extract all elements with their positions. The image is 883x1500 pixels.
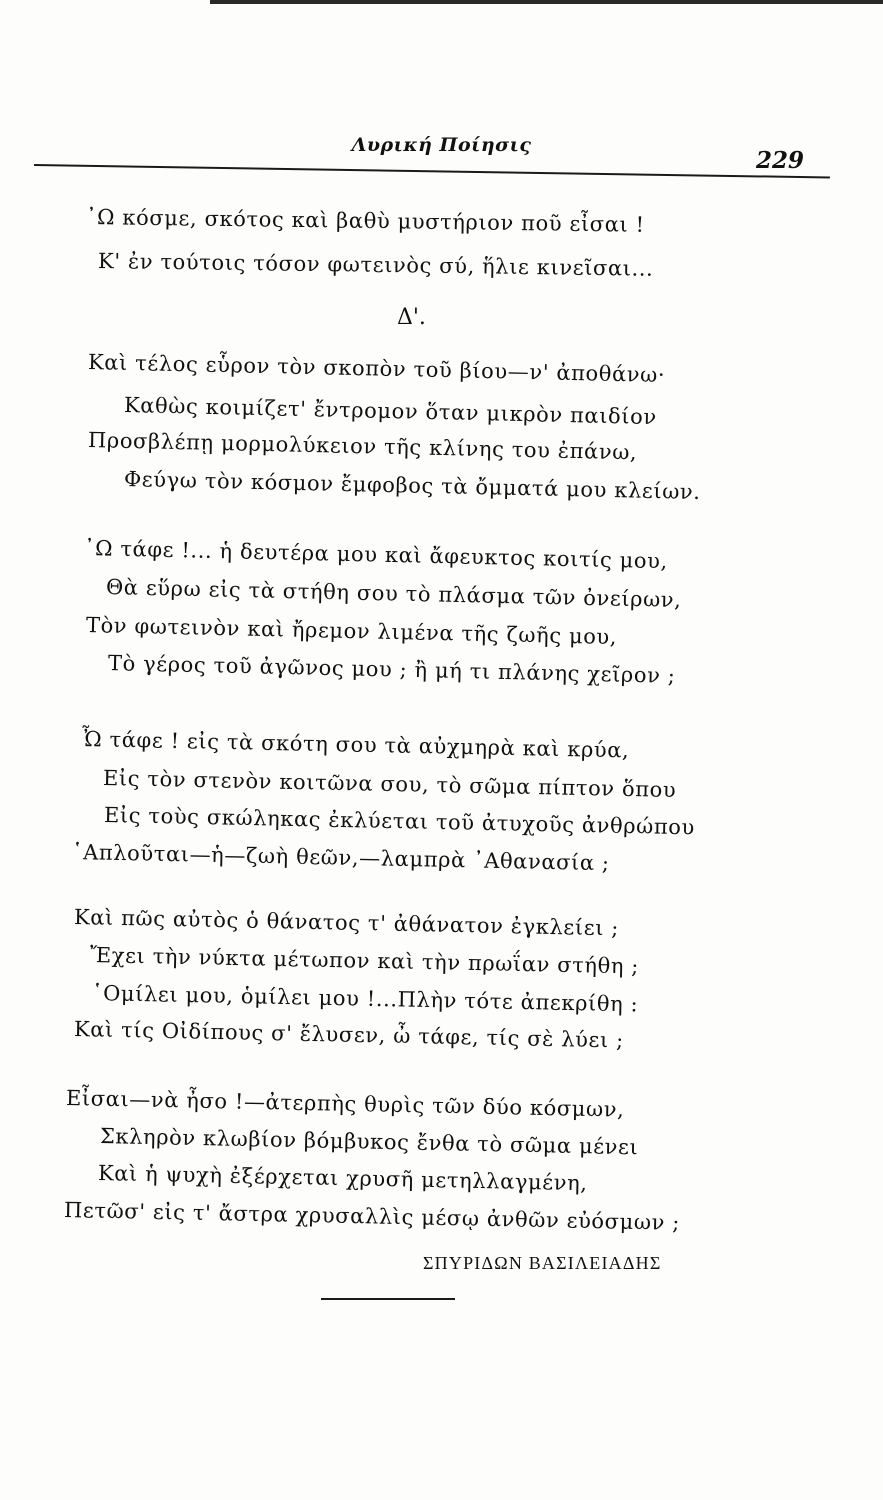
stanza-3-line-3: Εἰς τοὺς σκώληκας ἐκλύεται τοῦ ἀτυχοῦς ἀνθρώπου [103, 803, 696, 840]
stanza-3-line-2: Εἰς τὸν στενὸν κοιτῶνα σου, τὸ σῶμα πίπτον ὅπου [102, 766, 677, 803]
section-mark: Δ'. [397, 305, 426, 330]
page-number: 229 [756, 147, 805, 174]
stanza-4-line-1: Καὶ πῶς αὐτὸς ὁ θάνατος τ' ἀθάνατον ἐγκλείει ; [73, 905, 620, 941]
stanza-4-line-4: Καὶ τίς Οἰδίπους σ' ἔλυσεν, ὦ τάφε, τίς σὲ λύει ; [73, 1017, 625, 1053]
stanza-3-line-1: Ὦ τάφε ! εἰς τὰ σκότη σου τὰ αὐχμηρὰ καὶ κρύα, [81, 727, 630, 763]
stanza-5-line-3: Καὶ ἡ ψυχὴ ἐξέρχεται χρυσῆ μετηλλαγμένη, [97, 1161, 588, 1196]
stanza-2-line-1: ᾿Ω τάφε !... ἡ δευτέρα μου καὶ ἄφευκτος κοιτίς μου, [83, 536, 669, 574]
stanza-3-line-4: ῾Απλοῦται—ἡ—ζωὴ θεῶν,—λαμπρὰ ᾿Αθανασία ; [71, 840, 610, 876]
stanza-5-line-2: Σκληρὸν κλωβίον βόμβυκος ἔνθα τὸ σῶμα μένει [99, 1124, 639, 1160]
stanza-2-line-4: Τὸ γέρος τοῦ ἀγῶνος μου ; ἢ μή τι πλάνης χεῖρον ; [107, 651, 676, 688]
stanza-1-line-3: Προσβλέπῃ μορμολύκειον τῆς κλίνης του ἐπάνω, [87, 428, 638, 465]
running-title: Λυρική Ποίησις [351, 134, 532, 156]
stanza-4-line-3: ῾Ομίλει μου, ὁμίλει μου !...Πλὴν τότε ἀπεκρίθη : [91, 981, 639, 1017]
end-rule [321, 1298, 455, 1300]
intro-line-2: Κ' ἐν τούτοις τόσον φωτεινὸς σύ, ἥλιε κινεῖσαι... [97, 249, 654, 281]
stanza-2-line-2: Θὰ εὕρω εἰς τὰ στήθη σου τὸ πλάσμα τῶν ὀνείρων, [105, 575, 682, 613]
stanza-5-line-4: Πετῶσ' εἰς τ' ἄστρα χρυσαλλὶς μέσῳ ἀνθῶν εὐόσμων ; [63, 1198, 681, 1235]
stanza-1-line-1: Καὶ τέλος εὗρον τὸν σκοπὸν τοῦ βίου—ν' ἀποθάνω· [87, 350, 666, 388]
header-rule [34, 164, 830, 179]
stanza-4-line-2: Ἔχει τὴν νύκτα μέτωπον καὶ τὴν πρωΐαν στήθη ; [89, 943, 640, 979]
stanza-1-line-4: Φεύγω τὸν κόσμον ἔμφοβος τὰ ὄμματά μου κλείων. [123, 467, 701, 505]
scan-edge-border [210, 0, 883, 4]
author-signature: ΣΠΥΡΙΔΩΝ ΒΑΣΙΛΕΙΑΔΗΣ [423, 1253, 662, 1273]
intro-line-1: ᾿Ω κόσμε, σκότος καὶ βαθὺ μυστήριον ποῦ εἶσαι ! [85, 205, 645, 237]
stanza-5-line-1: Εἶσαι—νὰ ἦσο !—ἀτερπὴς θυρὶς τῶν δύο κόσμων, [65, 1086, 625, 1122]
stanza-1-line-2: Καθὼς κοιμίζετ' ἔντρομον ὅταν μικρὸν παιδίον [123, 393, 658, 430]
stanza-2-line-3: Τὸν φωτεινὸν καὶ ἤρεμον λιμένα τῆς ζωῆς μου, [85, 613, 618, 650]
